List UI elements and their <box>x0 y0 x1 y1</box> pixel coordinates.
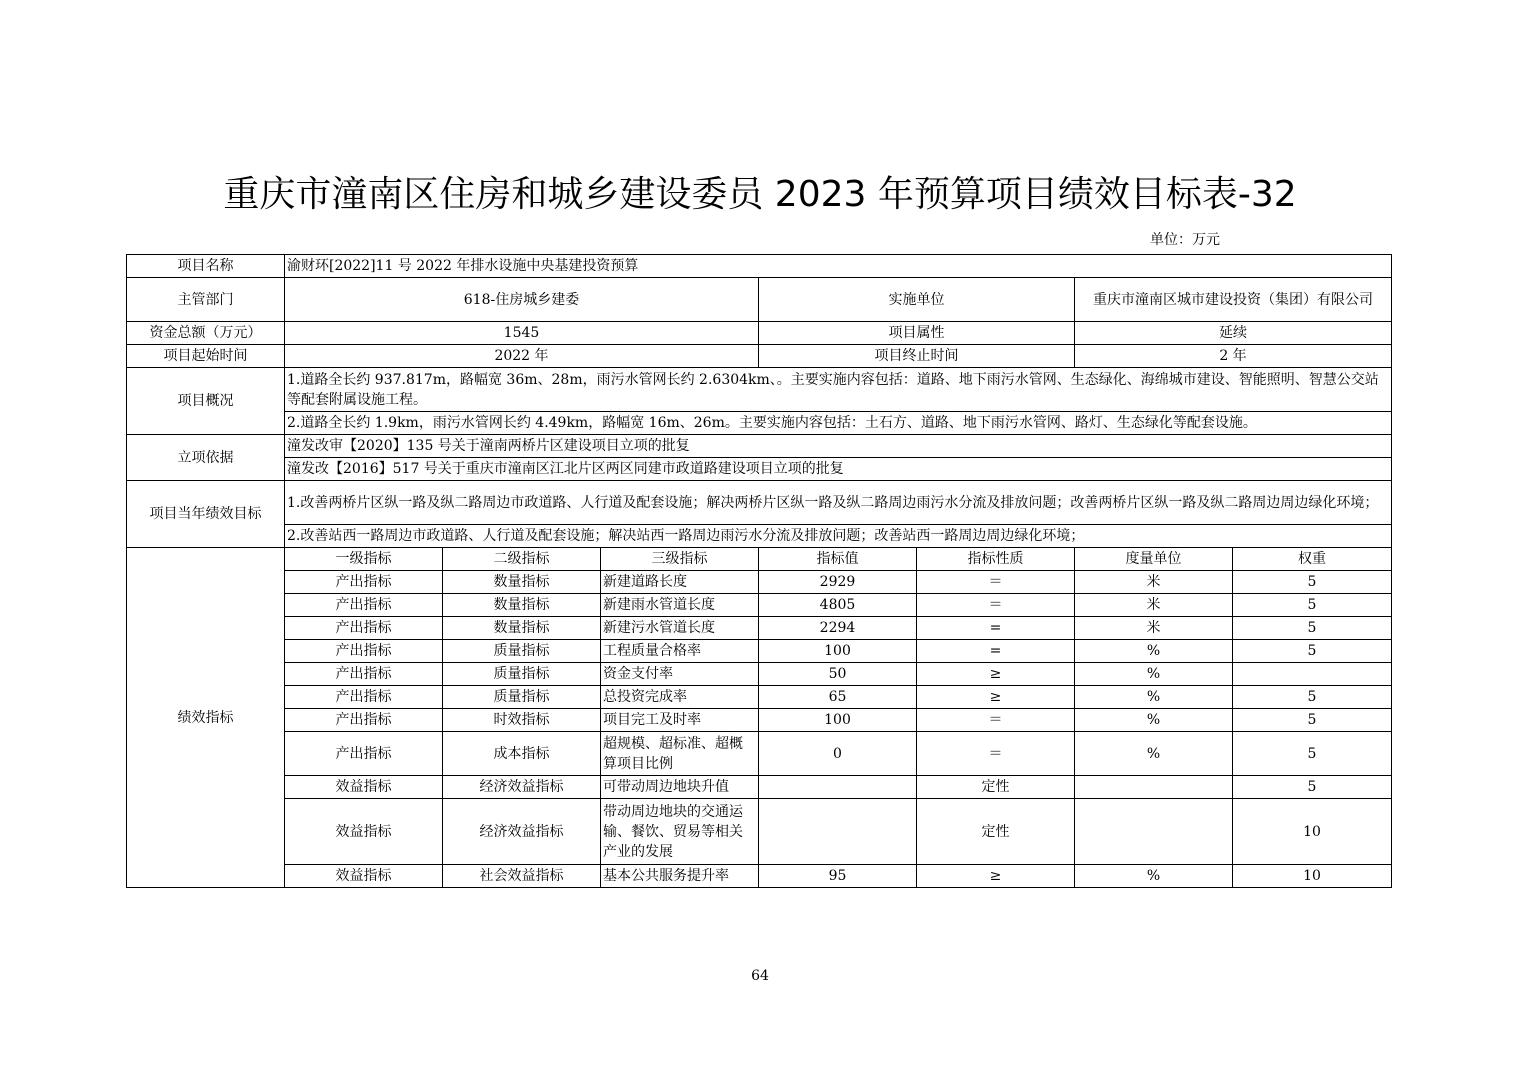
level1-cell: 效益指标 <box>285 865 443 888</box>
level3-cell: 基本公共服务提升率 <box>601 865 759 888</box>
level3-cell: 总投资完成率 <box>601 686 759 709</box>
start-value: 2022 年 <box>285 345 759 368</box>
level3-cell: 超规模、超标准、超概算项目比例 <box>601 732 759 776</box>
unit-cell: % <box>1075 640 1233 663</box>
project-name-value: 渝财环[2022]11 号 2022 年排水设施中央基建投资预算 <box>285 255 1392 278</box>
indicator-header: 二级指标 <box>443 548 601 571</box>
table-row <box>127 686 1392 709</box>
table-row <box>127 776 1392 799</box>
overview-item: 2.道路全长约 1.9km，雨污水管网长约 4.49km，路幅宽 16m、26m。主要实施内容包括：土石方、道路、地下雨污水管网、路灯、生态绿化等配套设施。 <box>285 412 1392 435</box>
level3-cell: 资金支付率 <box>601 663 759 686</box>
goal-item: 1.改善两桥片区纵一路及纵二路周边市政道路、人行道及配套设施；解决两桥片区纵一路及纵二路周边雨污水分流及排放问题；改善两桥片区纵一路及纵二路周边周边绿化环境； <box>285 481 1392 525</box>
fund-label: 资金总额（万元） <box>127 322 285 345</box>
indicator-header: 指标性质 <box>917 548 1075 571</box>
level1-cell: 产出指标 <box>285 617 443 640</box>
page-number: 64 <box>751 968 769 984</box>
indicator-header: 度量单位 <box>1075 548 1233 571</box>
value-cell: 4805 <box>759 594 917 617</box>
overview-item: 1.道路全长约 937.817m，路幅宽 36m、28m，雨污水管网长约 2.6304km、。主要实施内容包括：道路、地下雨污水管网、生态绿化、海绵城市建设、智能照明、智慧公交站等配套附属设施工程。 <box>285 368 1392 412</box>
unit-cell <box>1075 776 1233 799</box>
value-cell: 95 <box>759 865 917 888</box>
basis-item: 潼发改审【2020】135 号关于潼南两桥片区建设项目立项的批复 <box>285 435 1392 458</box>
start-label: 项目起始时间 <box>127 345 285 368</box>
weight-cell: 5 <box>1233 776 1392 799</box>
level1-cell: 产出指标 <box>285 640 443 663</box>
unit-label: 单位：万元 <box>1150 232 1220 248</box>
table-row <box>127 709 1392 732</box>
nature-cell: ＝ <box>917 571 1075 594</box>
level1-cell: 效益指标 <box>285 776 443 799</box>
level2-cell: 质量指标 <box>443 686 601 709</box>
value-cell <box>759 799 917 865</box>
basis-label: 立项依据 <box>127 435 285 481</box>
level2-cell: 质量指标 <box>443 663 601 686</box>
level2-cell: 经济效益指标 <box>443 799 601 865</box>
level2-cell: 时效指标 <box>443 709 601 732</box>
nature-cell: = <box>917 617 1075 640</box>
level3-cell: 工程质量合格率 <box>601 640 759 663</box>
attr-label: 项目属性 <box>759 322 1075 345</box>
goal-label: 项目当年绩效目标 <box>127 481 285 548</box>
level2-cell: 质量指标 <box>443 640 601 663</box>
indicator-header: 三级指标 <box>601 548 759 571</box>
page-title: 重庆市潼南区住房和城乡建设委员 2023 年预算项目绩效目标表-32 <box>223 174 1297 215</box>
impl-label: 实施单位 <box>759 278 1075 322</box>
indicator-header: 一级指标 <box>285 548 443 571</box>
unit-cell: % <box>1075 865 1233 888</box>
level1-cell: 产出指标 <box>285 732 443 776</box>
unit-cell: % <box>1075 663 1233 686</box>
table-row <box>127 594 1392 617</box>
level3-cell: 项目完工及时率 <box>601 709 759 732</box>
end-value: 2 年 <box>1075 345 1392 368</box>
level3-cell: 新建道路长度 <box>601 571 759 594</box>
nature-cell: ≥ <box>917 663 1075 686</box>
level3-cell: 新建污水管道长度 <box>601 617 759 640</box>
overview-label: 项目概况 <box>127 368 285 435</box>
table-row <box>127 617 1392 640</box>
weight-cell: 5 <box>1233 640 1392 663</box>
level1-cell: 效益指标 <box>285 799 443 865</box>
goal-item: 2.改善站西一路周边市政道路、人行道及配套设施；解决站西一路周边雨污水分流及排放问题；改善站西一路周边周边绿化环境； <box>285 525 1392 548</box>
level1-cell: 产出指标 <box>285 571 443 594</box>
value-cell: 65 <box>759 686 917 709</box>
nature-cell: ≥ <box>917 865 1075 888</box>
end-label: 项目终止时间 <box>759 345 1075 368</box>
table-row <box>127 571 1392 594</box>
weight-cell: 5 <box>1233 571 1392 594</box>
weight-cell: 5 <box>1233 594 1392 617</box>
nature-cell: 定性 <box>917 776 1075 799</box>
basis-item: 潼发改【2016】517 号关于重庆市潼南区江北片区两区同建市政道路建设项目立项的批复 <box>285 458 1392 481</box>
level1-cell: 产出指标 <box>285 594 443 617</box>
nature-cell: ＝ <box>917 594 1075 617</box>
level2-cell: 数量指标 <box>443 594 601 617</box>
table-row <box>127 640 1392 663</box>
weight-cell: 10 <box>1233 865 1392 888</box>
fund-value: 1545 <box>285 322 759 345</box>
level2-cell: 数量指标 <box>443 571 601 594</box>
level2-cell: 经济效益指标 <box>443 776 601 799</box>
nature-cell: ≥ <box>917 686 1075 709</box>
indicator-header: 指标值 <box>759 548 917 571</box>
nature-cell: ＝ <box>917 709 1075 732</box>
nature-cell: 定性 <box>917 799 1075 865</box>
impl-value: 重庆市潼南区城市建设投资（集团）有限公司 <box>1075 278 1392 322</box>
dept-label: 主管部门 <box>127 278 285 322</box>
value-cell: 0 <box>759 732 917 776</box>
level1-cell: 产出指标 <box>285 686 443 709</box>
indicator-section-label: 绩效指标 <box>127 548 285 888</box>
performance-table <box>126 254 1392 888</box>
table-row <box>127 663 1392 686</box>
attr-value: 延续 <box>1075 322 1392 345</box>
unit-cell <box>1075 799 1233 865</box>
value-cell <box>759 776 917 799</box>
nature-cell: = <box>917 640 1075 663</box>
weight-cell: 5 <box>1233 686 1392 709</box>
weight-cell: 5 <box>1233 709 1392 732</box>
table-row <box>127 865 1392 888</box>
table-row <box>127 799 1392 865</box>
value-cell: 100 <box>759 640 917 663</box>
unit-cell: 米 <box>1075 594 1233 617</box>
level2-cell: 成本指标 <box>443 732 601 776</box>
weight-cell: 5 <box>1233 617 1392 640</box>
level3-cell: 新建雨水管道长度 <box>601 594 759 617</box>
weight-cell <box>1233 663 1392 686</box>
level3-cell: 可带动周边地块升值 <box>601 776 759 799</box>
nature-cell: ＝ <box>917 732 1075 776</box>
level2-cell: 数量指标 <box>443 617 601 640</box>
table-row <box>127 732 1392 776</box>
unit-cell: % <box>1075 686 1233 709</box>
level3-cell: 带动周边地块的交通运输、餐饮、贸易等相关产业的发展 <box>601 799 759 865</box>
level1-cell: 产出指标 <box>285 709 443 732</box>
dept-value: 618-住房城乡建委 <box>285 278 759 322</box>
weight-cell: 10 <box>1233 799 1392 865</box>
level1-cell: 产出指标 <box>285 663 443 686</box>
project-name-label: 项目名称 <box>127 255 285 278</box>
unit-cell: % <box>1075 709 1233 732</box>
value-cell: 2929 <box>759 571 917 594</box>
weight-cell: 5 <box>1233 732 1392 776</box>
unit-cell: 米 <box>1075 617 1233 640</box>
value-cell: 50 <box>759 663 917 686</box>
unit-cell: % <box>1075 732 1233 776</box>
level2-cell: 社会效益指标 <box>443 865 601 888</box>
value-cell: 2294 <box>759 617 917 640</box>
value-cell: 100 <box>759 709 917 732</box>
unit-cell: 米 <box>1075 571 1233 594</box>
indicator-header: 权重 <box>1233 548 1392 571</box>
